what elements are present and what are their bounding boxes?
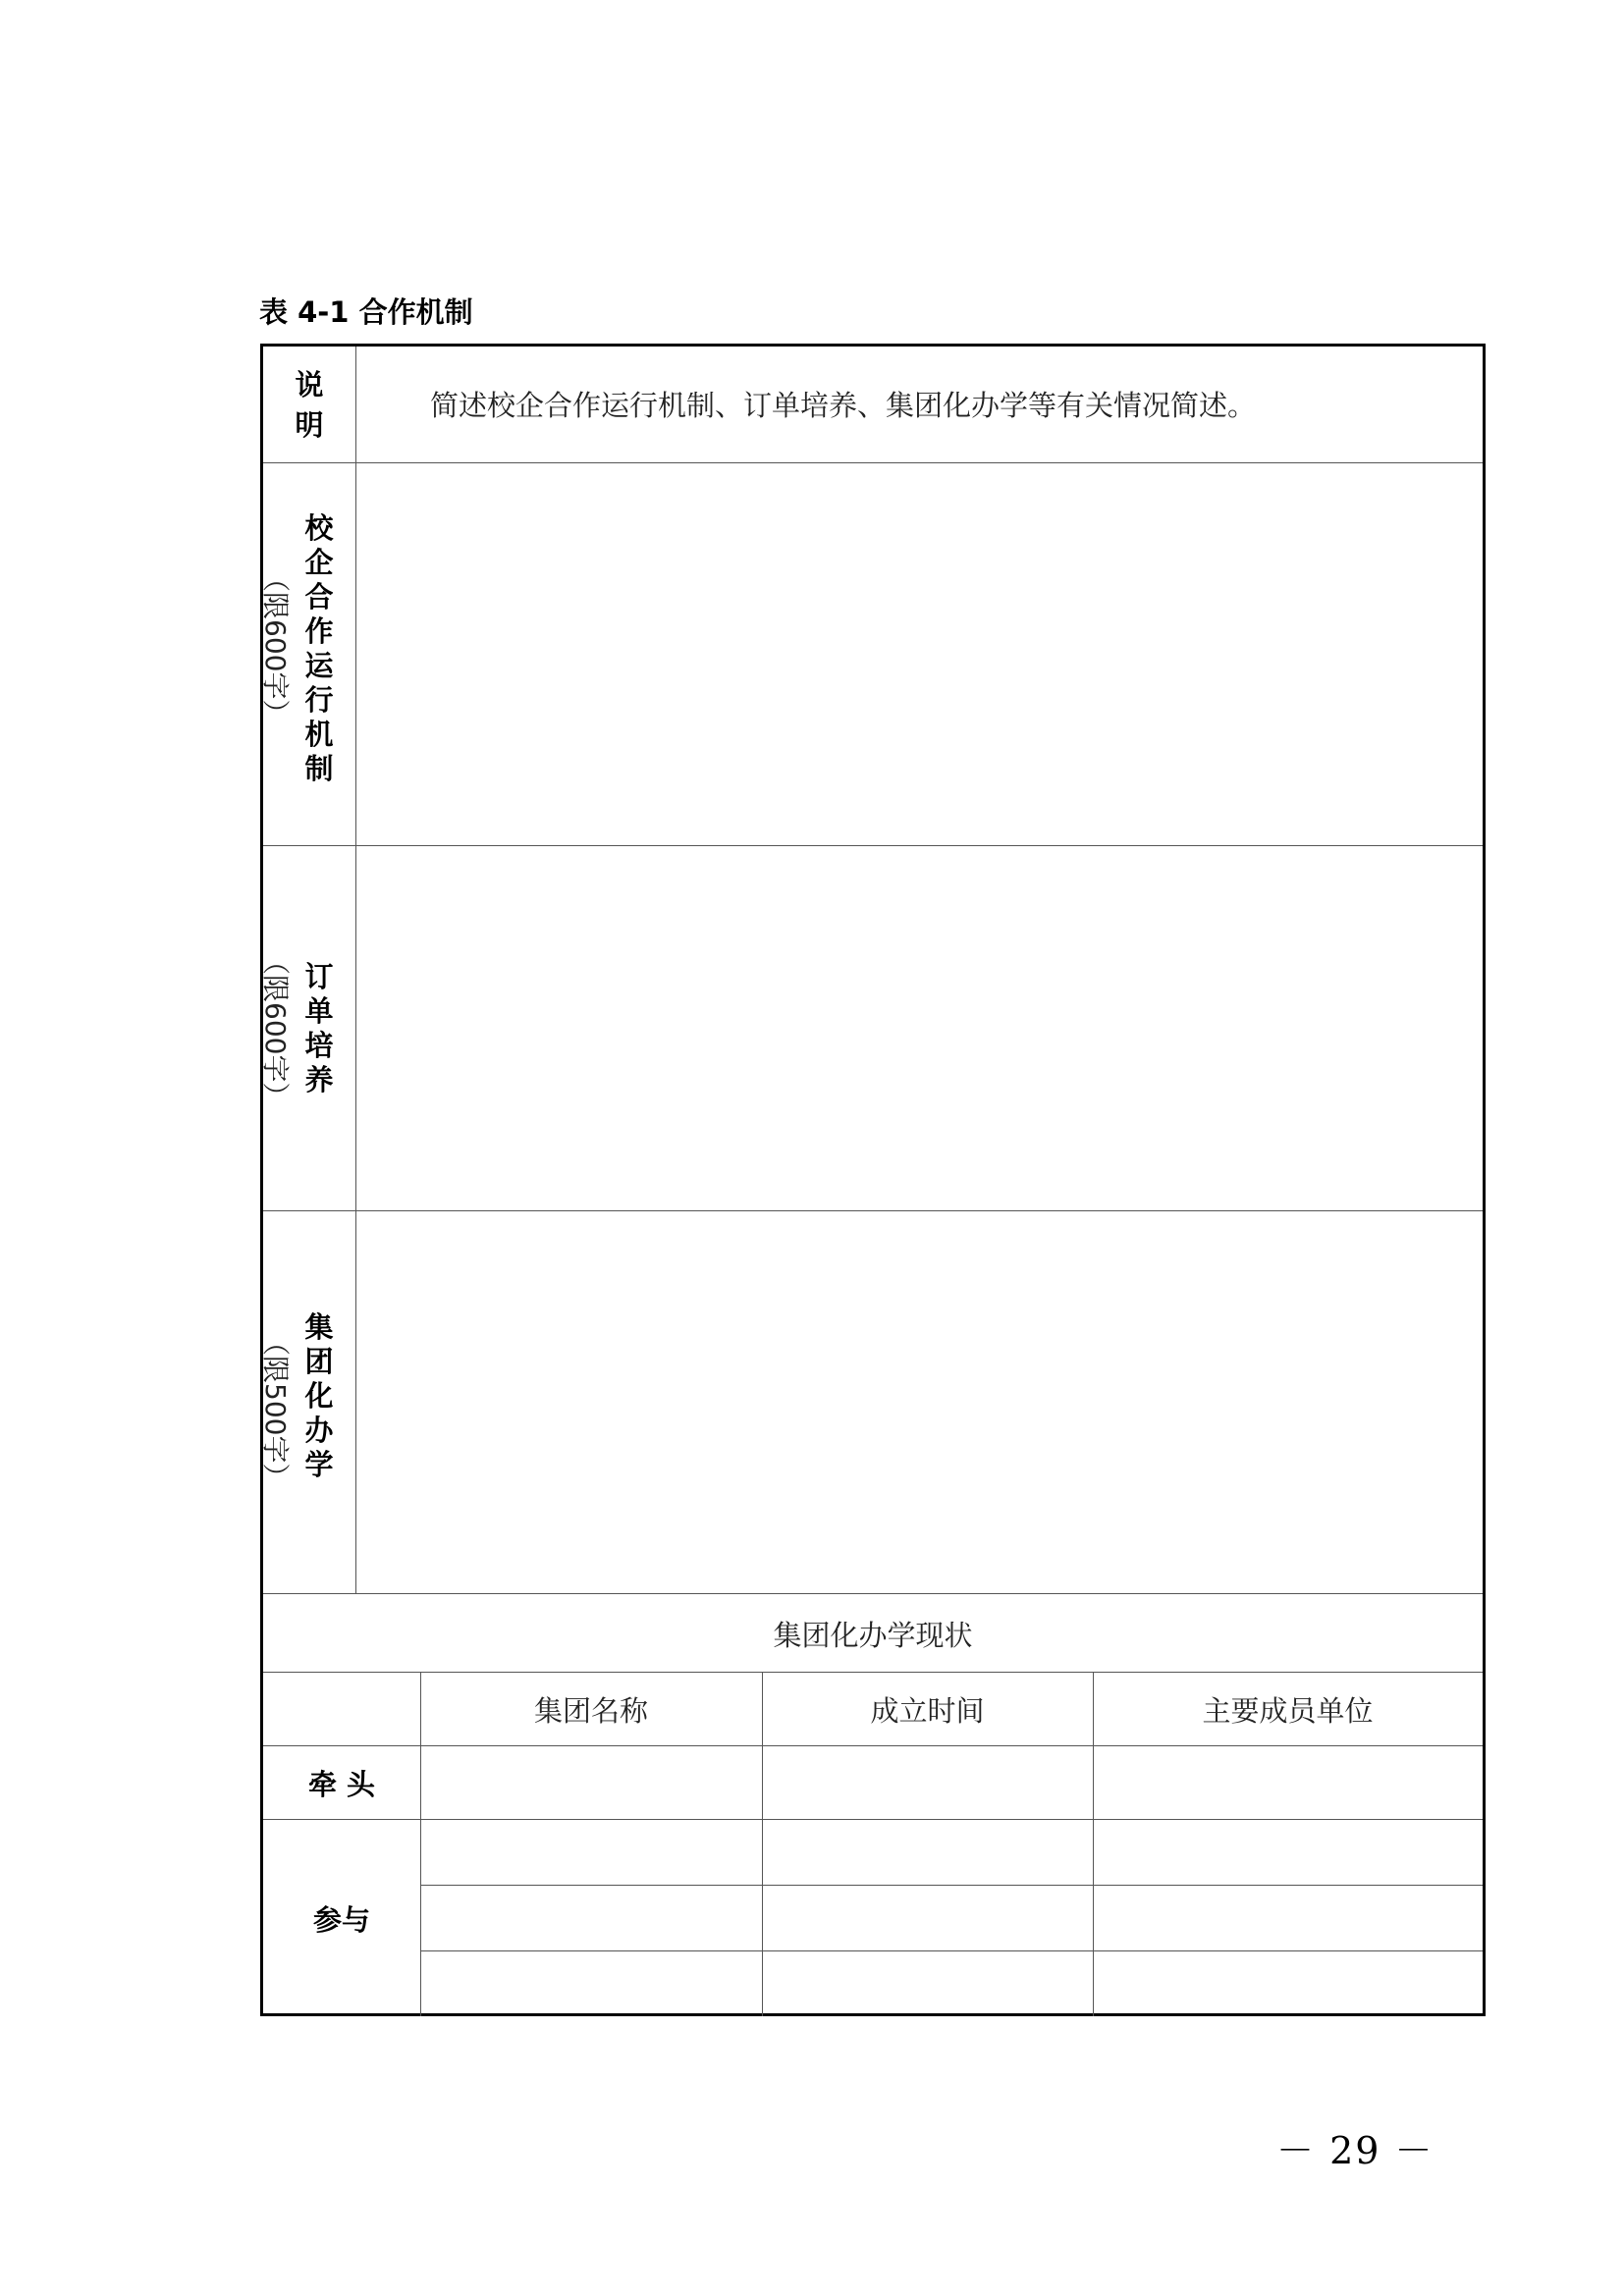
table-title: 表 4-1 合作机制 — [259, 295, 473, 329]
mech-label — [299, 511, 339, 786]
group-label — [299, 1310, 339, 1482]
column-divider — [355, 347, 356, 1593]
desc-label — [263, 368, 355, 443]
mech-label-char: 作 — [304, 614, 334, 648]
mech-label-char: 运 — [304, 649, 334, 682]
order-word-limit: （限600字） — [259, 947, 292, 1110]
row-divider — [420, 1885, 1483, 1886]
column-header-main-members: 主要成员单位 — [1202, 1694, 1374, 1728]
page-number: － 29 － — [1276, 2129, 1435, 2172]
row-divider — [263, 845, 1483, 846]
mech-word-limit: （限600字） — [259, 564, 292, 727]
lead-label: 牵 头 — [307, 1768, 376, 1801]
order-label-char: 单 — [304, 994, 334, 1028]
order-label-char: 订 — [304, 960, 334, 993]
desc-label-char: 明 — [295, 408, 324, 442]
group-word-limit: （限500字） — [259, 1328, 292, 1491]
row-divider — [263, 1819, 1483, 1820]
mech-label-char: 机 — [304, 718, 334, 751]
order-label-char: 养 — [304, 1063, 334, 1096]
group-label-char: 学 — [304, 1448, 334, 1481]
row-divider — [263, 1210, 1483, 1211]
row-divider — [263, 1593, 1483, 1594]
desc-text: 简述校企合作运行机制、订单培养、集团化办学等有关情况简述。 — [430, 388, 1257, 422]
mech-label-char: 合 — [304, 580, 334, 614]
desc-label-char: 说 — [295, 368, 324, 401]
row-divider — [420, 1950, 1483, 1951]
column-header-founded-time: 成立时间 — [870, 1694, 985, 1728]
row-divider — [263, 1672, 1483, 1673]
order-label-char: 培 — [304, 1029, 334, 1062]
order-label — [299, 960, 339, 1097]
status-heading: 集团化办学现状 — [773, 1618, 973, 1652]
order-content-area[interactable] — [357, 847, 1483, 1209]
column-header-group-name: 集团名称 — [533, 1694, 648, 1728]
group-label-char: 办 — [304, 1414, 334, 1447]
mech-label-char: 企 — [304, 546, 334, 579]
mech-label-char: 制 — [304, 752, 334, 785]
cooperation-table — [260, 344, 1486, 2016]
participate-label: 参与 — [312, 1903, 370, 1937]
group-label-char: 化 — [304, 1379, 334, 1413]
mech-content-area[interactable] — [357, 464, 1483, 844]
group-label-char: 团 — [304, 1345, 334, 1378]
mech-label-char: 校 — [304, 511, 334, 545]
group-content-area[interactable] — [357, 1212, 1483, 1592]
row-divider — [263, 1745, 1483, 1746]
group-label-char: 集 — [304, 1310, 334, 1344]
mech-label-char: 行 — [304, 683, 334, 717]
row-divider — [263, 462, 1483, 463]
